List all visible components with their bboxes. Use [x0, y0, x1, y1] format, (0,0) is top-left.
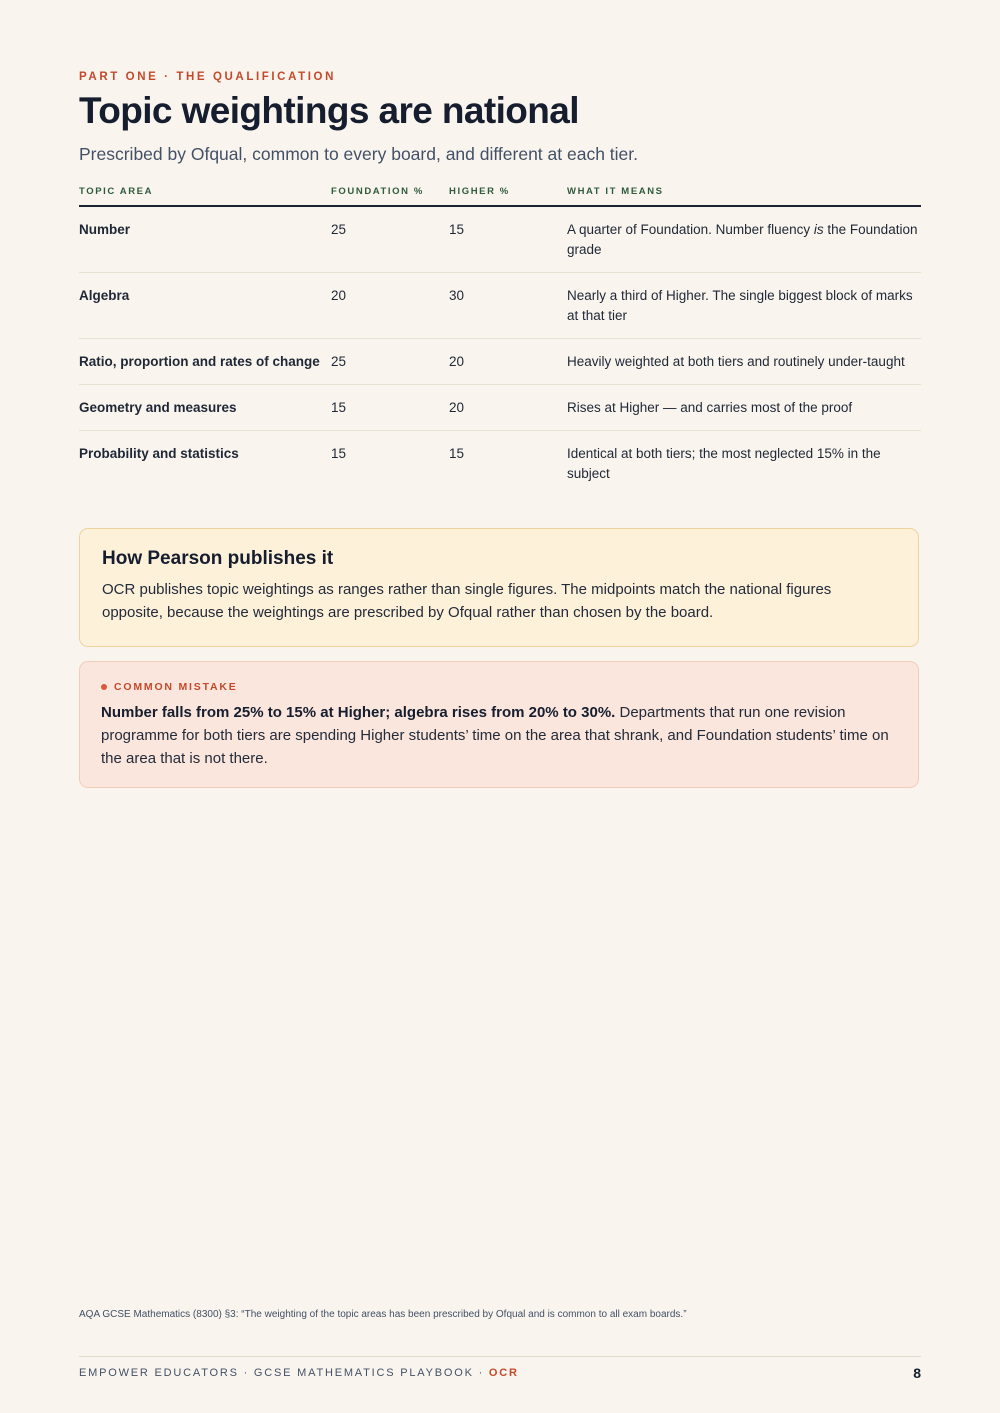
foundation-cell: 20	[331, 273, 449, 339]
meaning-cell	[567, 385, 921, 431]
info-callout	[79, 528, 919, 647]
topic-cell: Ratio, proportion and rates of change	[79, 339, 331, 385]
foundation-cell: 25	[331, 206, 449, 273]
meaning-text: A quarter of Foundation. Number fluency	[567, 222, 814, 237]
higher-cell: 30	[449, 273, 567, 339]
meaning-cell	[567, 206, 921, 273]
common-mistake-body	[101, 701, 897, 770]
column-header-topic: TOPIC AREA	[79, 186, 331, 206]
higher-cell: 15	[449, 446, 465, 461]
table-row	[79, 339, 921, 385]
meaning-text: Identical at both tiers; the most neglected 15% in the subject	[567, 446, 881, 481]
footer-publication-text: EMPOWER EDUCATORS · GCSE MATHEMATICS PLAYBOOK ·	[79, 1367, 489, 1379]
footer-divider	[79, 1356, 921, 1357]
common-mistake-label	[101, 681, 897, 693]
page-title: Topic weightings are national	[79, 90, 579, 131]
meaning-text-end: the Foundation grade	[567, 222, 918, 257]
page-number: 8	[913, 1365, 921, 1381]
section-eyebrow: PART ONE · THE QUALIFICATION	[79, 71, 337, 83]
meaning-emphasis: is	[813, 222, 824, 237]
meaning-text: Heavily weighted at both tiers and routinely under-taught	[567, 354, 905, 369]
higher-cell: 20	[449, 385, 567, 431]
page-subtitle: Prescribed by Ofqual, common to every board, and different at each tier.	[79, 144, 639, 164]
column-header-meaning: WHAT IT MEANS	[567, 186, 921, 206]
common-mistake-headline: Number falls from 25% to 15% at Higher; algebra rises from 20% to 30%.	[101, 704, 616, 721]
foundation-cell: 15	[331, 446, 347, 461]
bullet-dot-icon	[101, 684, 107, 690]
topic-cell: Probability and statistics	[79, 446, 239, 461]
column-header-higher: HIGHER %	[449, 186, 567, 206]
topic-cell: Geometry and measures	[79, 385, 331, 431]
foundation-cell: 15	[331, 385, 449, 431]
topic-cell: Number	[79, 206, 331, 273]
meaning-cell	[567, 431, 921, 497]
meaning-cell	[567, 273, 921, 339]
topic-cell: Algebra	[79, 273, 331, 339]
footer-board: OCR	[488, 1367, 519, 1379]
info-callout-body: OCR publishes topic weightings as ranges rather than single figures. The midpoints match the national figures opposite, because the weightings are prescribed by Ofqual rather than chosen by the board.	[102, 581, 832, 621]
common-mistake-callout	[79, 661, 919, 788]
table-row	[79, 385, 921, 431]
foundation-cell: 25	[331, 339, 449, 385]
meaning-text: Rises at Higher — and carries most of the proof	[567, 400, 853, 415]
table-row	[79, 206, 921, 273]
common-mistake-text: Departments that run one revision programme for both tiers are spending Higher students’ time on the area that shrank, and Foundation students’ time on the area that is not there.	[101, 704, 889, 767]
higher-cell: 20	[449, 339, 567, 385]
table-row	[79, 431, 921, 497]
table-header-row	[79, 186, 921, 206]
info-callout-title: How Pearson publishes it	[102, 548, 334, 569]
footer-publication	[79, 1367, 519, 1379]
common-mistake-label-text: COMMON MISTAKE	[114, 681, 238, 693]
source-footnote: AQA GCSE Mathematics (8300) §3: “The weighting of the topic areas has been prescribed by Ofqual and is common to all exam boards.”	[79, 1309, 687, 1320]
meaning-cell	[567, 339, 921, 385]
topic-weightings-table	[79, 186, 921, 496]
meaning-text: Nearly a third of Higher. The single biggest block of marks at that tier	[567, 288, 913, 323]
higher-cell: 15	[449, 206, 567, 273]
column-header-foundation: FOUNDATION %	[331, 186, 449, 206]
table-row	[79, 273, 921, 339]
